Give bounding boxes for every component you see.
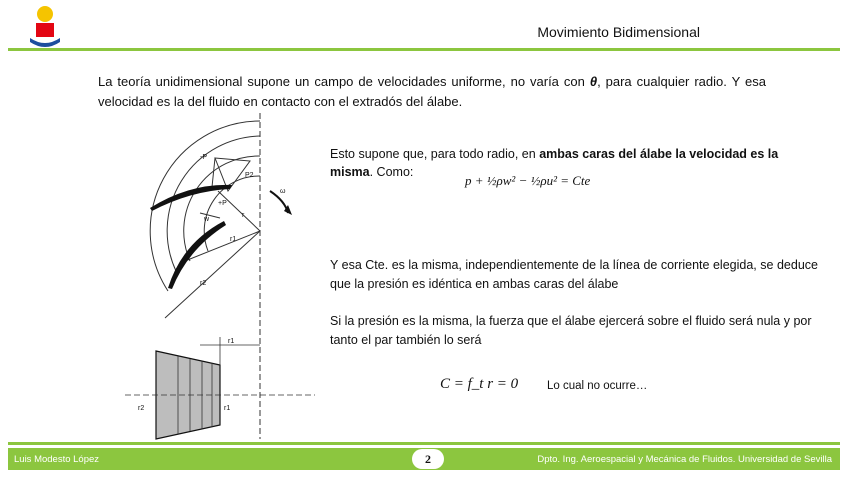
label-r1-top: r1	[230, 236, 237, 243]
footer-divider	[8, 442, 840, 445]
paragraph1-start: Esto supone que, para todo radio, en	[330, 147, 540, 161]
footer-department: Dpto. Ing. Aeroespacial y Mecánica de Fluidos. Universidad de Sevilla	[537, 454, 832, 465]
header-divider	[8, 48, 840, 51]
intro-paragraph	[98, 72, 766, 112]
intro-text-start: La teoría unidimensional supone un campo de velocidades uniforme, no varía con	[98, 74, 590, 89]
label-omega: ω	[280, 188, 286, 195]
paragraph1-bold: ambas caras del álabe la velocidad es la misma	[330, 147, 779, 179]
label-r2-top: r2	[200, 280, 207, 287]
blade-pressure-diagram	[120, 113, 315, 441]
label-r1-lower: r1	[228, 338, 235, 345]
paragraph1-end: . Como:	[369, 165, 414, 179]
label-plus-p: +P	[218, 200, 227, 207]
label-r1-right: r1	[224, 405, 231, 412]
label-r: r	[242, 212, 245, 219]
page-number: 2	[412, 449, 444, 469]
label-p2: P2	[245, 172, 254, 179]
intro-text-end: , para cualquier radio. Y esa velocidad es la del fluido en contacto con el extradós del álabe.	[98, 74, 766, 109]
label-r2-lower: r2	[138, 405, 145, 412]
bernoulli-equation: p + ½ρw² − ½ρu² = Cte	[465, 173, 591, 188]
label-w: w	[204, 216, 210, 223]
theta-symbol: θ	[589, 74, 598, 89]
university-logo	[26, 4, 64, 48]
note-text: Lo cual no ocurre…	[547, 380, 648, 392]
footer-author: Luis Modesto López	[14, 454, 100, 465]
torque-equation: C = f_t r = 0	[440, 376, 519, 392]
page-header-title: Movimiento Bidimensional	[537, 24, 700, 40]
paragraph-zero-torque: Si la presión es la misma, la fuerza que el álabe ejercerá sobre el fluido será nula y por tanto el par también lo será	[330, 314, 812, 347]
paragraph-same-pressure: Y esa Cte. es la misma, independientemente de la línea de corriente elegida, se deduce que la presión es idéntica en ambas caras del álabe	[330, 258, 818, 291]
label-minus-p: -P	[200, 154, 207, 161]
